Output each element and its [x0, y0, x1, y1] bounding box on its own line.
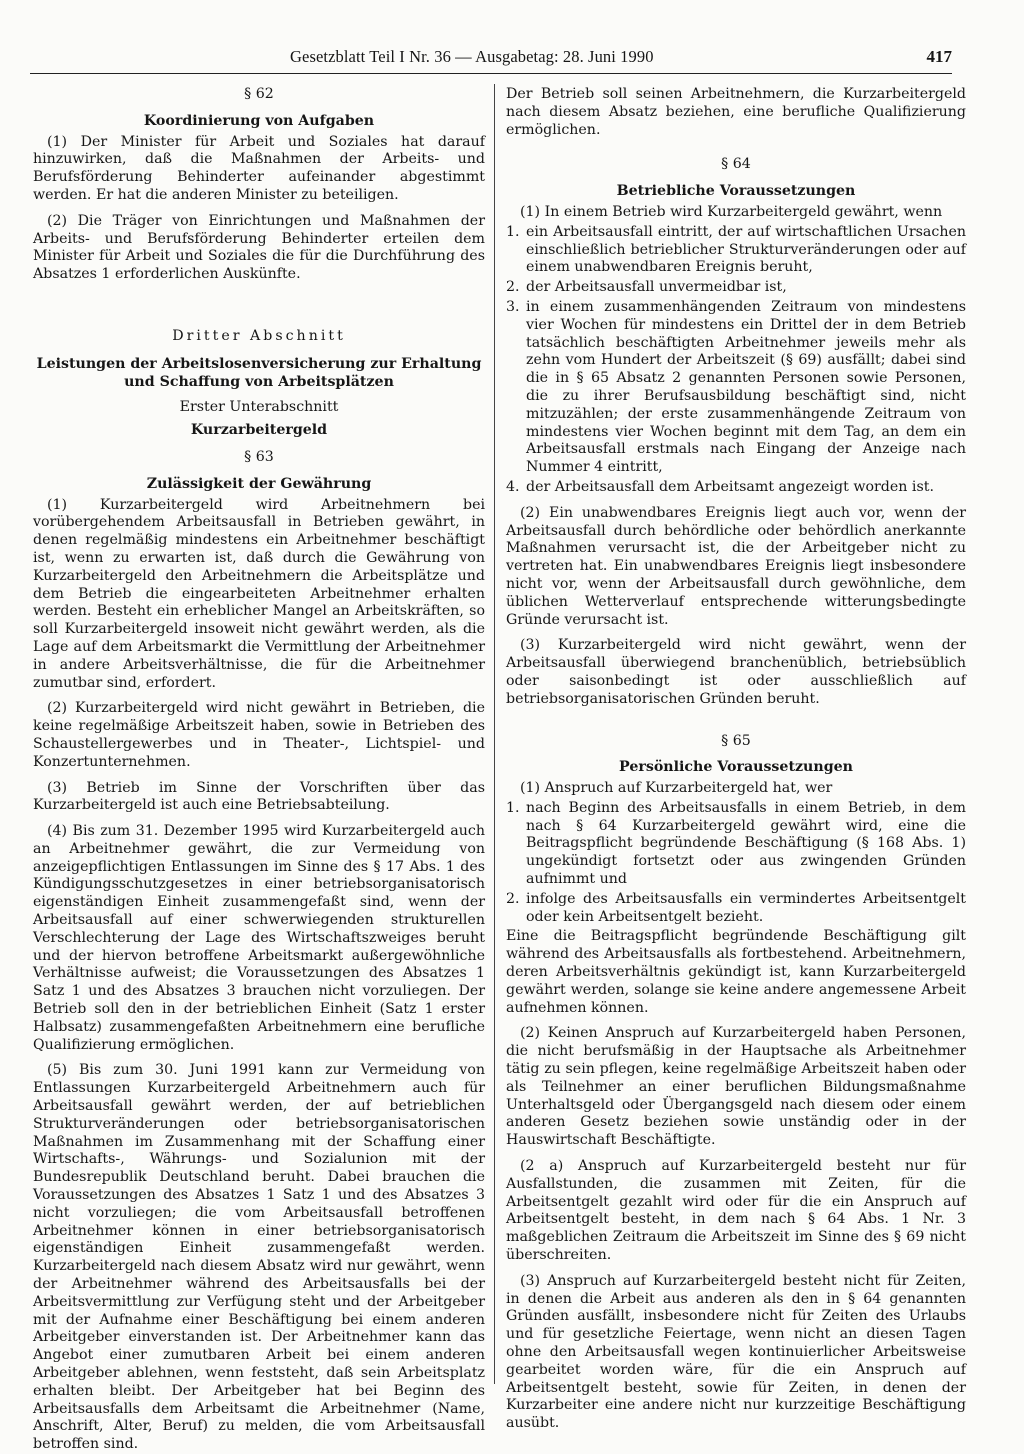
section-title: Leistungen der Arbeitslosenversicherung zur Erhaltung und Schaffung von Arbeitsplätzen	[36, 355, 482, 390]
item-text: in einem zusammenhängenden Zeitraum von mindestens vier Wochen für mindestens ein Drittel der in dem Betrieb tatsächlich beschäftigten Arbeitnehmer jeweils mehr als zehn vom Hundert der Arbeitszeit (§ 69) ausfällt; dabei sind die in § 65 Absatz 2 genannten Personen sowie Personen, die zu ihrer Berufsausbildung beschäftigt sind, nicht mitzuzählen; der erste zusammenhängende Zeitraum von mindestens vier Wochen beginnt mit dem Tag, an dem ein Arbeitsausfall erstmals nach Eingang der Anzeige nach Nummer 4 eintritt,	[526, 298, 966, 476]
item-number: 2.	[506, 279, 520, 296]
page-number: 417	[926, 47, 952, 66]
list-item	[506, 800, 966, 889]
item-text: ein Arbeitsausfall eintritt, der auf wirtschaftlichen Ursachen einschließlich betrieblicher Strukturveränderungen oder auf einem unabwendbaren Ereignis beruht,	[526, 223, 966, 276]
item-number: 1.	[506, 799, 520, 816]
item-text: infolge des Arbeitsausfalls ein vermindertes Arbeitsentgelt oder kein Arbeitsentgelt bezieht.	[526, 890, 966, 925]
item-number: 3.	[506, 298, 520, 315]
p63-abs5: (5) Bis zum 30. Juni 1991 kann zur Vermeidung von Entlassungen Kurzarbeitergeld Arbeitnehmern auch für Arbeitsausfall gewährt werden, der auf betrieblichen Strukturveränderungen oder betriebsorganisatorischen Maßnahmen im Zusammenhang mit der Schaffung einer Wirtschafts-, Währungs- und Sozialunion mit der Bundesrepublik Deutschland beruht. Dabei brauchen die Voraussetzungen des Absatzes 1 Satz 1 und des Absatzes 3 nicht vorzuliegen; die vom Arbeitsausfall betroffenen Arbeitnehmer können in einer betriebsorganisatorisch eigenständigen Einheit zusammengefaßt werden. Kurzarbeitergeld nach diesem Absatz wird nur gewährt, wenn der Arbeitnehmer während des Arbeitsausfalls bei der Arbeitsvermittlung zur Verfügung steht und der Arbeitgeber mit der Aufnahme einer Beschäftigung bei einem anderen Arbeitgeber einverstanden ist. Der Arbeitnehmer kann das Angebot einer zumutbaren Arbeit bei einem anderen Arbeitgeber ablehnen, wenn feststeht, daß sein Arbeitsplatz erhalten bleibt. Der Arbeitgeber hat bei Beginn des Arbeitsausfalls dem Arbeitsamt die Arbeitnehmer (Name, Anschrift, Alter, Beruf) zu melden, die vom Arbeitsausfall betroffen sind.	[33, 1062, 485, 1453]
p64-abs3: (3) Kurzarbeitergeld wird nicht gewährt, wenn der Arbeitsausfall überwiegend branchenüblich, betriebsüblich oder saisonbedingt ist oder ausschließlich auf betriebsorganisatorischen Gründen beruht.	[506, 637, 966, 707]
paragraph-title-62: Koordinierung von Aufgaben	[143, 112, 375, 129]
paragraph-title-63: Zulässigkeit der Gewährung	[146, 475, 372, 492]
p62-abs1: (1) Der Minister für Arbeit und Soziales hat darauf hinzuwirken, daß die Maßnahmen der Arbeits- und Berufsförderung Behinderter aufeinander abgestimmt werden. Er hat die anderen Minister zu beteiligen.	[33, 133, 485, 203]
p65-abs3: (3) Anspruch auf Kurzarbeitergeld besteht nicht für Zeiten, in denen die Arbeit aus anderen als den in § 64 genannten Gründen ausfällt, insbesondere nicht für Zeiten des Urlaubs und für gesetzliche Feiertage, wenn nicht an diesen Tagen ohne den Arbeitsausfall wegen kontinuierlicher Arbeitsweise gearbeitet worden wäre, für die ein Anspruch auf Arbeitsentgelt besteht, sowie für Zeiten, in denen der Kurzarbeiter eine andere nicht nur kurzzeitige Beschäftigung ausübt.	[506, 1272, 966, 1432]
page-header	[30, 45, 952, 74]
list-item	[506, 279, 966, 297]
p65-intro: (1) Anspruch auf Kurzarbeitergeld hat, wer	[520, 780, 833, 797]
p63-abs1: (1) Kurzarbeitergeld wird Arbeitnehmern bei vorübergehendem Arbeitsausfall in Betrieben gewährt, in denen regelmäßig mindestens ein Arbeitnehmer beschäftigt ist, wenn zu erwarten ist, daß durch die Gewährung von Kurzarbeitergeld den Arbeitnehmern die Arbeitsplätze und dem Betrieb die eingearbeiteten Arbeitnehmer erhalten werden. Besteht ein erheblicher Mangel an Arbeitskräften, so soll Kurzarbeitergeld insoweit nicht gewährt werden, als die Lage auf dem Arbeitsmarkt die Vermittlung der Arbeitnehmer in andere Arbeitsverhältnisse, die für die Arbeitnehmer zumutbar sind, erfordert.	[33, 496, 485, 691]
running-title: Gesetzblatt Teil I Nr. 36 — Ausgabetag: 28. Juni 1990	[290, 47, 654, 66]
p62-abs2: (2) Die Träger von Einrichtungen und Maßnahmen der Arbeits- und Berufsförderung Behinderter erteilen dem Minister für Arbeit und Soziales die für die Durchführung des Absatzes 1 erforderlichen Auskünfte.	[33, 212, 485, 283]
item-number: 1.	[506, 223, 520, 240]
p65-abs2a: (2 a) Anspruch auf Kurzarbeitergeld besteht nur für Ausfallstunden, die zusammen mit Zeiten, für die Arbeitsentgelt gezahlt wird oder für die ein Anspruch auf Arbeitsentgelt besteht, in dem nach § 64 Abs. 1 Nr. 3 maßgeblichen Zeitraum die Arbeitszeit im Sinne des § 69 nicht überschreiten.	[506, 1158, 966, 1264]
column-divider	[494, 84, 495, 1384]
paragraph-sign-62: § 62	[244, 86, 274, 102]
subsection-label: Erster Unterabschnitt	[179, 399, 339, 416]
p63-abs4: (4) Bis zum 31. Dezember 1995 wird Kurzarbeitergeld auch an Arbeitnehmer gewährt, die zur Vermeidung von anzeigepflichtigen Entlassungen im Sinne des § 17 Abs. 1 des Kündigungsschutzgesetzes in einer betriebsorganisatorisch eigenständigen Einheit zusammengefaßt sind, wenn der Arbeitsausfall auf einer schwerwiegenden strukturellen Verschlechterung der Lage des Wirtschaftszweiges beruht und der hiervon betroffene Arbeitsmarkt außergewöhnliche Verhältnisse aufweist; die Voraussetzungen des Absatzes 1 Satz 1 und des Absatzes 3 brauchen nicht vorzuliegen. Der Betrieb soll den in der betrieblichen Einheit (Satz 1 erster Halbsatz) zusammengefaßten Arbeitnehmern eine berufliche Qualifizierung ermöglichen.	[33, 823, 485, 1053]
left-column	[33, 86, 485, 1453]
item-text: der Arbeitsausfall unvermeidbar ist,	[526, 279, 787, 296]
list-item	[506, 479, 966, 497]
paragraph-title-65: Persönliche Voraussetzungen	[619, 759, 853, 776]
paragraph-sign-64: § 64	[721, 156, 751, 173]
p64-abs2: (2) Ein unabwendbares Ereignis liegt auch vor, wenn der Arbeitsausfall durch behördliche oder behördlich anerkannte Maßnahmen verursacht ist, die der Arbeitgeber nicht zu vertreten hat. Ein unabwendbares Ereignis liegt insbesondere nicht vor, wenn der Arbeitsausfall durch gewöhnliche, dem üblichen Wetterverlauf entsprechende witterungsbedingte Gründe verursacht ist.	[506, 504, 966, 628]
section-label: Dritter Abschnitt	[172, 327, 346, 344]
continued-text: Der Betrieb soll seinen Arbeitnehmern, die Kurzarbeitergeld nach diesem Absatz beziehen, eine berufliche Qualifizierung ermöglichen.	[506, 86, 966, 138]
paragraph-sign-63: § 63	[244, 448, 274, 465]
p63-abs2: (2) Kurzarbeitergeld wird nicht gewährt in Betrieben, die keine regelmäßige Arbeitszeit haben, sowie in Betrieben des Schaustellergewerbes und in Theater-, Lichtspiel- und Konzertunternehmen.	[33, 700, 485, 770]
item-number: 4.	[506, 478, 520, 495]
p63-abs3: (3) Betrieb im Sinne der Vorschriften über das Kurzarbeitergeld ist auch eine Betriebsabteilung.	[33, 779, 485, 814]
item-text: der Arbeitsausfall dem Arbeitsamt angezeigt worden ist.	[526, 478, 934, 495]
list-item	[506, 299, 966, 477]
right-column	[506, 86, 966, 1432]
p64-intro: (1) In einem Betrieb wird Kurzarbeitergeld gewährt, wenn	[520, 203, 943, 220]
item-number: 2.	[506, 890, 520, 907]
paragraph-title-64: Betriebliche Voraussetzungen	[616, 183, 856, 200]
subsection-title: Kurzarbeitergeld	[190, 422, 328, 439]
paragraph-sign-65: § 65	[721, 732, 751, 749]
list-item	[506, 891, 966, 927]
item-text: nach Beginn des Arbeitsausfalls in einem Betrieb, in dem nach § 64 Kurzarbeitergeld gewährt wird, eine die Beitragspflicht begründende Beschäftigung (§ 168 Abs. 1) ungekündigt fortsetzt oder aus zwingenden Gründen aufnimmt und	[526, 799, 966, 888]
p65-abs2: (2) Keinen Anspruch auf Kurzarbeitergeld haben Personen, die nicht berufsmäßig in der Hauptsache als Arbeitnehmer tätig zu sein pflegen, keine regelmäßige Arbeitszeit haben oder als Teilnehmer an einer beruflichen Bildungsmaßnahme Unterhaltsgeld oder Übergangsgeld nach diesem oder einem anderen Gesetz beziehen sowie unständig oder in der Hauswirtschaft Beschäftigte.	[506, 1025, 966, 1149]
p65-after-list: Eine die Beitragspflicht begründende Beschäftigung gilt während des Arbeitsausfalls als fortbestehend. Arbeitnehmern, deren Arbeitsverhältnis gekündigt ist, kann Kurzarbeitergeld gewährt werden, solange sie keine andere angemessene Arbeit aufnehmen können.	[506, 928, 966, 1016]
list-item	[506, 224, 966, 277]
